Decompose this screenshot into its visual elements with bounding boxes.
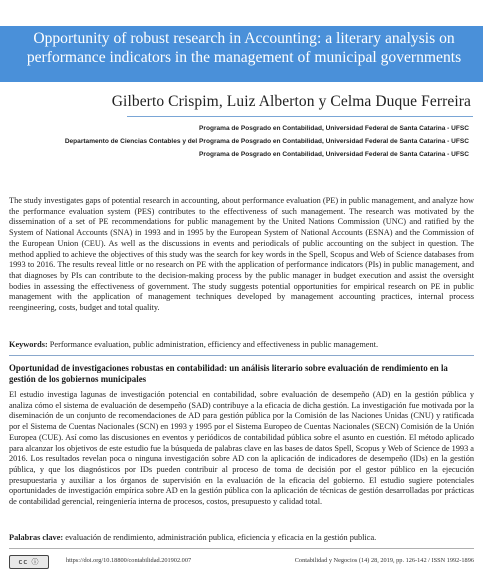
author-list: Gilberto Crispim, Luiz Alberton y Celma Duque Ferreira bbox=[111, 93, 471, 110]
keywords-en bbox=[9, 340, 474, 351]
affiliation-3: Programa de Posgrado en Contabilidad, Universidad Federal de Santa Catarina - UFSC bbox=[199, 151, 469, 158]
footer-divider bbox=[9, 548, 474, 549]
keywords-es bbox=[9, 533, 474, 544]
author-underline bbox=[127, 116, 473, 117]
abstract-en: The study investigates gaps of potential research in accounting, about performance evaluation (PE) in public management, and analyze how the performance evaluation system (PES) contributes to the effectiveness of such management. The research was motivated by the dissemination of a set of PE recommendations for public management by the United Nations Commission (UNC) and ratified by the System of National Accounts (SNA) in 1993 and in 1995 by the European System of National Accounts (ESNA) and the Commission of the European Union (CEU). As well as the discussions in events and periodicals of public accounting on the subject in question. The method applied to achieve the objectives of this study was the search for key words in the Spell, Scopus and Web of Science databases from 1993 to 2016. The results reveal little or no research on PE with the application of performance indicators (PIs) in public management, and that diagnoses by PIs can contribute to the decision-making process by the public manager in budget execution and assist the oversight bodies in assessing the effectiveness of government. The study suggests potential opportunities for empirical research on PE in public management with the application of management techniques developed by management accounting practices, internal process reengineering, costs, budget and total quality. bbox=[9, 196, 474, 313]
page-footer bbox=[9, 554, 474, 570]
keywords-label: Keywords: bbox=[9, 340, 48, 349]
abstract-es: El estudio investiga lagunas de investigación potencial en contabilidad, sobre evaluación de desempeño (AD) en la gestión pública y analiza cómo el sistema de evaluación de desempeño (SAD) contribuye a la eficacia de dicha gestión. La investigación fue motivada por la diseminación de un conjunto de recomendaciones de AD para gestión pública por la Comisión de las Naciones Unidas (CNU) y ratificada por el Sistema de Cuentas Nacionales (SCN) en 1993 y 1995 por el Sistema Europeo de Cuentas Nacionales (SECN) Comisión de la Unión Europea (CUE). Así como las discusiones en eventos y periódicos de contabilidad pública sobre el asunto en cuestión. El método aplicado para alcanzar los objetivos de este estudio fue la búsqueda de palabras clave en las bases de datos Spell, Scopus y Web of Science de 1993 a 2016. Los resultados revelan poca o ninguna investigación sobre AD con la aplicación de indicadores de desempeño (IDs) en la gestión pública, y que los diagnósticos por IDs pueden contribuir al proceso de toma de decisión por el gestor público en la ejecución presupuestaria y auxiliar a los órganos de supervisión en la evaluación de la eficacia del gobierno. El estudio sugiere potenciales oportunidades de investigación empírica sobre AD en la gestión pública con la aplicación de técnicas de gestión desarrolladas por prácticas de contabilidad gerencial, reingeniería interna de procesos, costos, presupuesto y calidad total. bbox=[9, 390, 474, 507]
palabras-clave-text: evaluación de rendimiento, administración publica, eficiencia y eficacia en la gestión publica. bbox=[63, 533, 377, 542]
creative-commons-icon: cc ⓘ bbox=[9, 555, 49, 569]
keywords-text: Performance evaluation, public administration, efficiency and effectiveness in public management. bbox=[47, 340, 379, 349]
palabras-clave-label: Palabras clave: bbox=[9, 533, 64, 542]
spanish-title: Oportunidad de investigaciones robustas en contabilidad: un análisis literario sobre evaluación de rendimiento en la gestión de los gobiernos municipales bbox=[9, 363, 448, 384]
journal-citation: Contabilidad y Negocios (14) 28, 2019, pp. 126-142 / ISSN 1992-1896 bbox=[294, 557, 474, 564]
title-banner bbox=[0, 26, 483, 82]
paper-title: Opportunity of robust research in Accounting: a literary analysis on performance indicators in the management of municipal governments bbox=[26, 30, 462, 66]
section-divider bbox=[9, 355, 474, 356]
affiliation-1: Programa de Posgrado en Contabilidad, Universidad Federal de Santa Catarina - UFSC bbox=[199, 125, 469, 132]
affiliation-2: Departamento de Ciencias Contables y del Programa de Posgrado en Contabilidad, Universidad Federal de Santa Catarina - UFSC bbox=[64, 138, 469, 145]
doi-link[interactable]: https://doi.org/10.18800/contabilidad.201902.007 bbox=[66, 557, 192, 564]
